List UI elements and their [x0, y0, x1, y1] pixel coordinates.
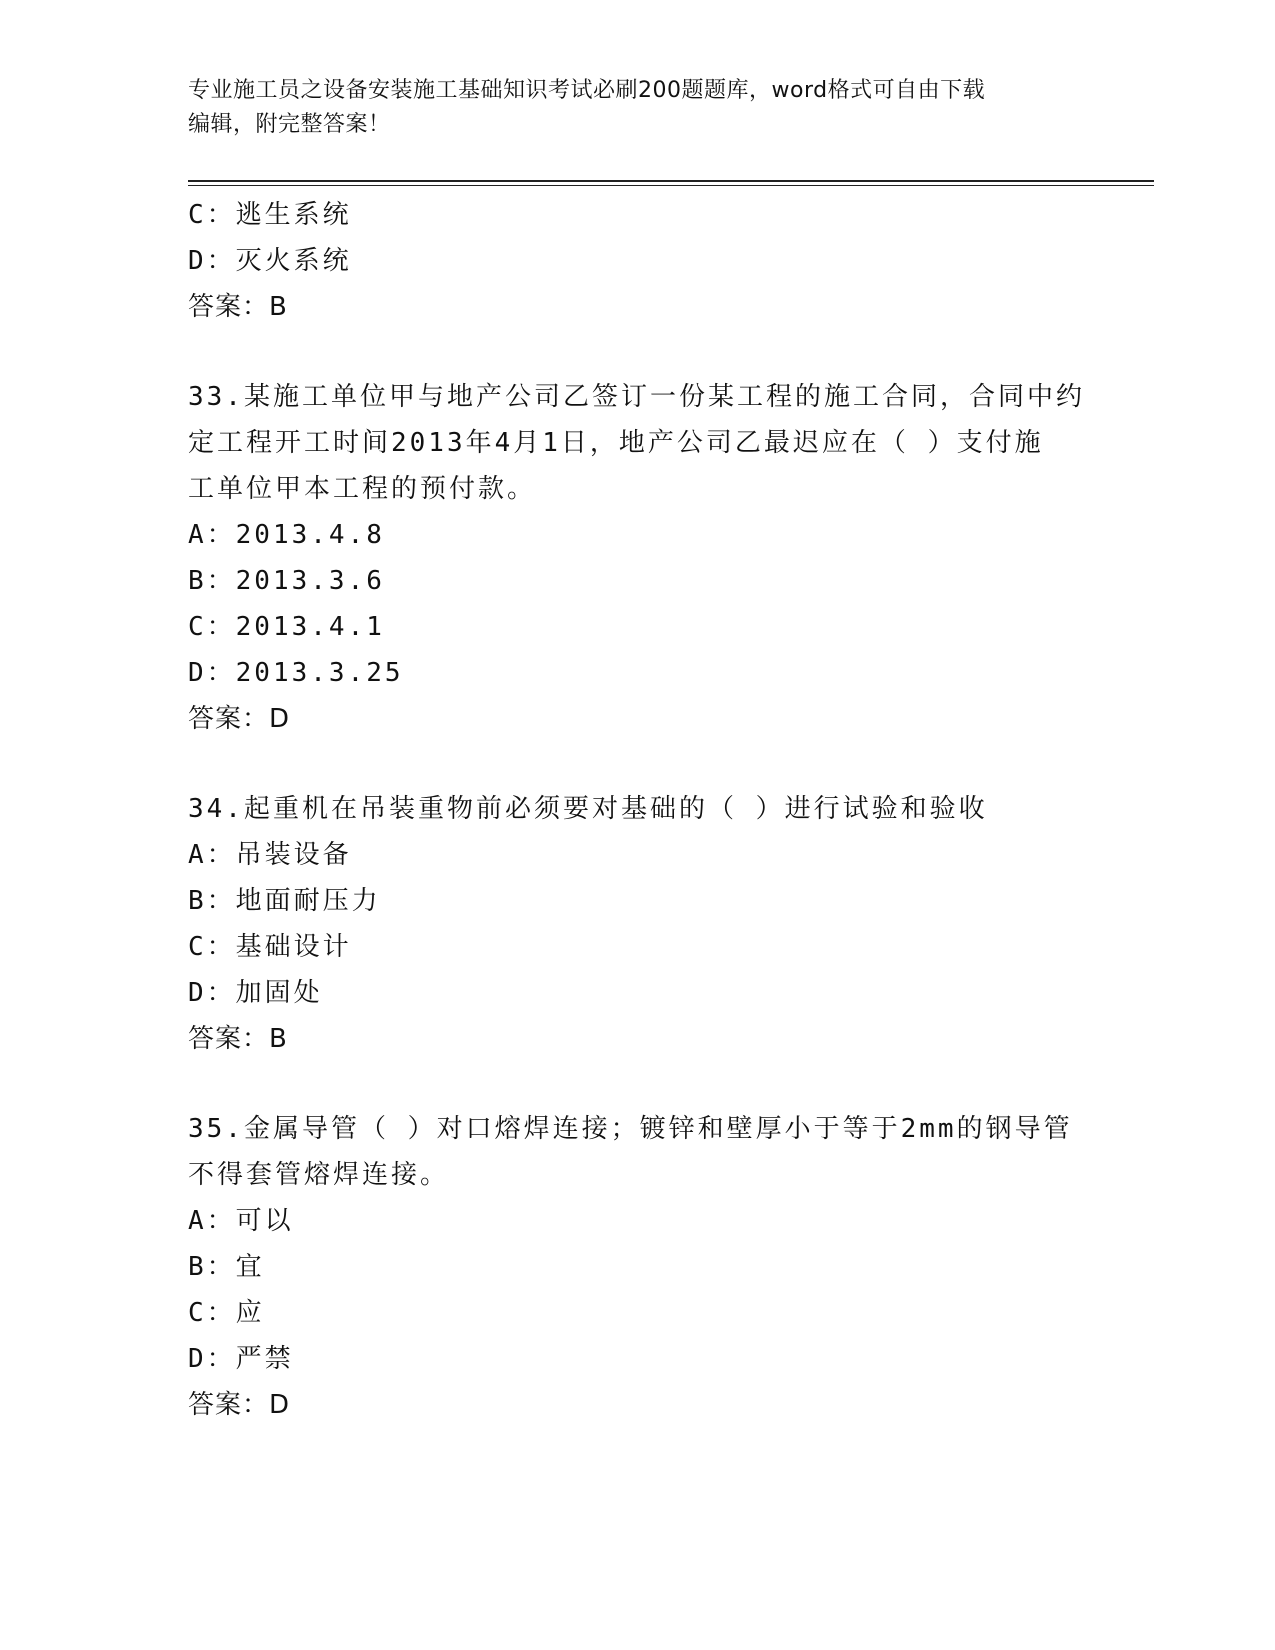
header-divider-thin [188, 185, 1154, 186]
option-c: C：2013.4.1 [188, 612, 385, 642]
answer-line: 答案：D [188, 704, 291, 734]
option-d: D：加固处 [188, 978, 323, 1008]
question-33 [188, 374, 1088, 742]
question-stem-line: 不得套管熔焊连接。 [188, 1160, 450, 1190]
question-34 [188, 786, 1088, 1062]
question-spacer [188, 1062, 1088, 1106]
question-stem-line: 工单位甲本工程的预付款。 [188, 474, 537, 504]
question-stem-line: 定工程开工时间2013年4月1日，地产公司乙最迟应在（ ）支付施 [188, 428, 1044, 458]
header-line-2: 编辑，附完整答案！ [188, 112, 391, 137]
option-b: B：宜 [188, 1252, 265, 1282]
answer-line: 答案：D [188, 1390, 291, 1420]
document-body [188, 192, 1088, 1428]
question-spacer [188, 330, 1088, 374]
option-b: B：地面耐压力 [188, 886, 381, 916]
header-divider-thick [188, 180, 1154, 182]
question-32-tail [188, 192, 1088, 330]
option-c: C：逃生系统 [188, 200, 352, 230]
option-b: B：2013.3.6 [188, 566, 385, 596]
answer-line: 答案：B [188, 292, 288, 322]
option-d: D：2013.3.25 [188, 658, 404, 688]
option-a: A：2013.4.8 [188, 520, 385, 550]
option-d: D：灭火系统 [188, 246, 352, 276]
header-line-1: 专业施工员之设备安装施工基础知识考试必刷200题题库，word格式可自由下载 [188, 78, 986, 103]
answer-line: 答案：B [188, 1024, 288, 1054]
option-a: A：可以 [188, 1206, 294, 1236]
question-stem-line: 33.某施工单位甲与地产公司乙签订一份某工程的施工合同，合同中约 [188, 382, 1085, 412]
document-header [188, 74, 1068, 142]
option-c: C：应 [188, 1298, 265, 1328]
option-c: C：基础设计 [188, 932, 352, 962]
option-d: D：严禁 [188, 1344, 294, 1374]
question-stem-line: 34.起重机在吊装重物前必须要对基础的（ ）进行试验和验收 [188, 794, 988, 824]
question-stem-line: 35.金属导管（ ）对口熔焊连接；镀锌和壁厚小于等于2mm的钢导管 [188, 1114, 1073, 1144]
question-spacer [188, 742, 1088, 786]
question-35 [188, 1106, 1088, 1428]
option-a: A：吊装设备 [188, 840, 352, 870]
